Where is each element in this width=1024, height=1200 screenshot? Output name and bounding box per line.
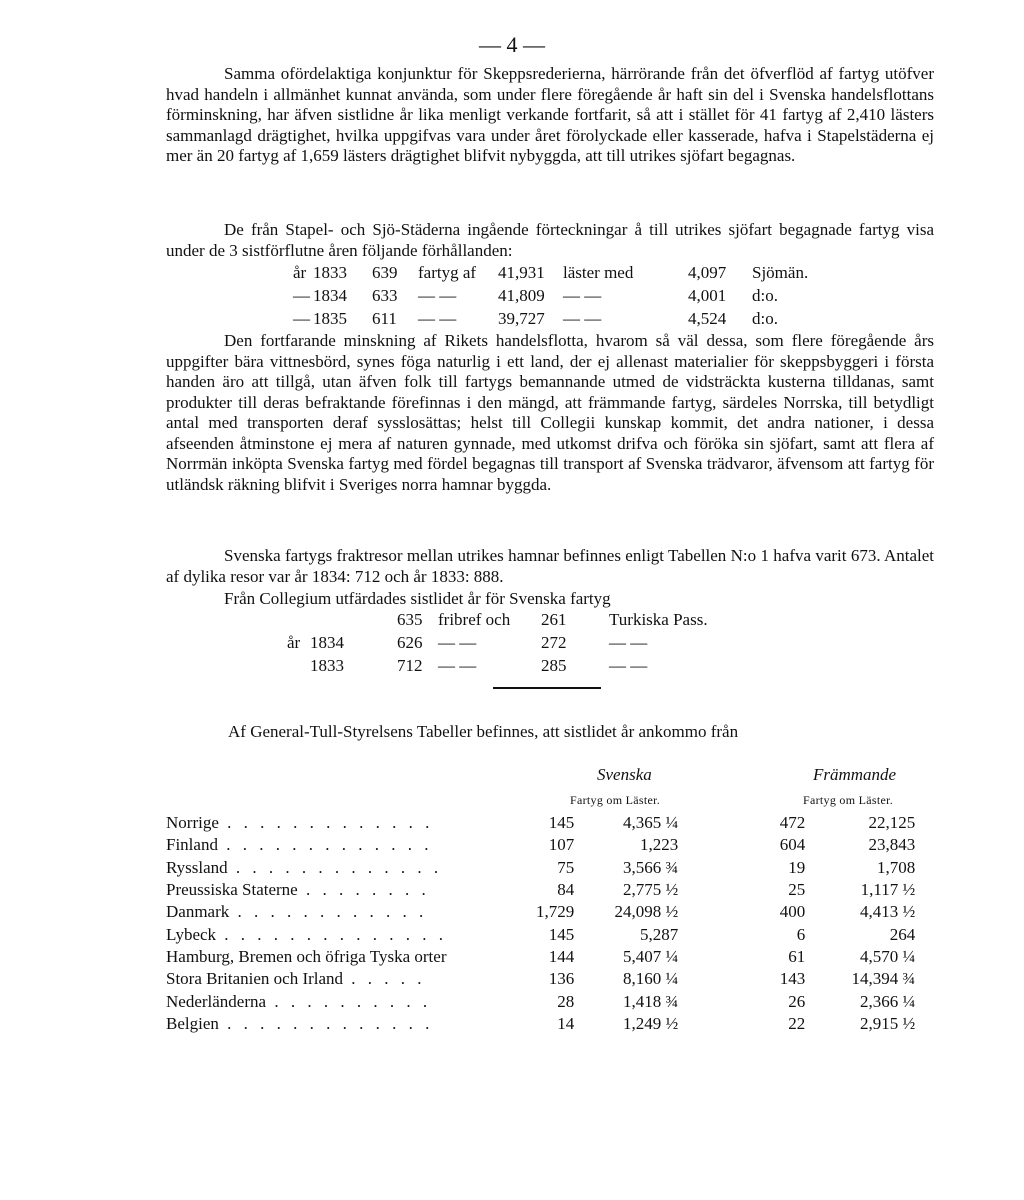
pass-l1: — — (438, 656, 477, 675)
sv-lasts-cell: 5,287 (640, 924, 679, 944)
fleet-l3: d:o. (752, 309, 778, 328)
sv-ships-cell: 75 (557, 857, 575, 877)
fr-lasts-cell: 264 (889, 924, 916, 944)
fleet-ships: 633 (372, 286, 398, 305)
paragraph-freight-voyages (166, 546, 934, 587)
fr-ships-cell: 400 (779, 902, 806, 922)
leader-dots: . . . . . . . . (297, 880, 430, 900)
country-name: Ryssland (166, 857, 228, 877)
group-header-svenska: Svenska (597, 765, 652, 784)
fleet-l1: — — (418, 309, 457, 328)
table-row (166, 857, 915, 879)
sv-lasts-cell: 4,365 ¼ (623, 813, 679, 833)
sv-lasts-cell: 5,407 ¼ (623, 946, 679, 966)
country-name: Hamburg, Bremen och öfriga Tyska orter (166, 946, 447, 966)
fleet-l2: läster med (563, 263, 634, 282)
paragraph-fleet-intro (166, 220, 934, 261)
table-row (166, 946, 915, 968)
fr-ships-cell: 143 (779, 969, 806, 989)
fr-ships-cell: 22 (788, 1013, 806, 1033)
table-heading: Af General-Tull-Styrelsens Tabeller befinnes, att sistlidet år ankommo från (228, 722, 739, 741)
fr-ships-cell: 6 (796, 924, 806, 944)
country-name: Belgien (166, 1013, 219, 1033)
sv-lasts-cell: 1,418 ¾ (623, 991, 679, 1011)
sv-ships-cell: 1,729 (536, 902, 575, 922)
fleet-l3: Sjömän. (752, 263, 809, 282)
pass-year: 1834 (310, 633, 344, 652)
fleet-men: 4,001 (688, 286, 727, 305)
fleet-prefix: — (293, 309, 310, 328)
fleet-prefix: år (293, 263, 307, 282)
fleet-l2: — — (563, 309, 602, 328)
sv-ships-cell: 107 (548, 835, 575, 855)
paragraph-passes-intro (166, 589, 934, 610)
country-cell (166, 923, 536, 945)
fr-lasts-cell: 22,125 (868, 813, 916, 833)
paragraph-text: Svenska fartygs fraktresor mellan utrikes hamnar befinnes enligt Tabellen N:o 1 hafva varit 673. Antalet af dylika resor var år 1834: 712 och år 1833: 888. (166, 546, 934, 586)
country-cell (166, 1013, 536, 1035)
fleet-l1: fartyg af (418, 263, 477, 282)
pass-free: 712 (397, 656, 423, 675)
paragraph-text: Samma ofördelaktiga konjunktur för Skeppsrederierna, härrörande från det öfverflöd af fartyg utöfver hvad handeln i allmänhet kunnat använda, som under flere föregående år haft sin del i Svenska handelsflottans förminskning, har äfven sistlidne år lika menligt verkande fortfarit, så att i stället för 41 fartyg af 2,410 lästers sammanlagd drägtighet, hvilka uppgifvas vara under året förolyckade eller kasserade, hafva i Stapelstäderna ej mer än 20 fartyg af 1,659 lästers drägtighet blifvit nybyggda, att till utrikes sjöfart begagnas. (166, 64, 934, 165)
table-row (166, 923, 915, 945)
fr-lasts-cell: 4,570 ¼ (860, 946, 916, 966)
fleet-prefix: — (293, 286, 310, 305)
fleet-year: 1833 (313, 263, 347, 282)
group-header-frammande: Främmande (813, 765, 897, 784)
sv-ships-cell: 145 (548, 924, 575, 944)
sv-lasts-cell: 24,098 ½ (614, 902, 679, 922)
sv-lasts-cell: 2,775 ½ (623, 880, 679, 900)
fleet-men: 4,524 (688, 309, 727, 328)
country-name: Norrige (166, 813, 219, 833)
country-cell (166, 857, 536, 879)
pass-l2: — — (609, 656, 648, 675)
pass-l1: fribref och (438, 610, 511, 629)
table-row (166, 968, 915, 990)
sv-lasts-cell: 1,249 ½ (623, 1013, 679, 1033)
sv-ships-cell: 144 (548, 946, 575, 966)
country-name: Lybeck (166, 924, 217, 944)
country-name: Stora Britanien och Irland (166, 969, 344, 989)
paragraph-text: De från Stapel- och Sjö-Städerna ingående förteckningar å till utrikes sjöfart begagnade fartyg visa under de 3 sistförflutne åren följande förhållanden: (166, 220, 934, 260)
pass-turk: 261 (541, 610, 567, 629)
pass-l2: Turkiska Pass. (609, 610, 708, 629)
table-row (166, 901, 915, 923)
table-row (166, 834, 915, 856)
paragraph-fleet-decline (166, 331, 934, 495)
country-cell (166, 946, 536, 968)
fleet-l1: — — (418, 286, 457, 305)
leader-dots: . . . . . . . . . . . . . (218, 813, 434, 833)
sv-lasts-cell: 3,566 ¾ (623, 857, 679, 877)
sv-lasts-cell: 8,160 ¼ (623, 969, 679, 989)
country-name: Nederländerna (166, 991, 267, 1011)
sv-ships-cell: 84 (557, 880, 575, 900)
pass-free: 635 (397, 610, 423, 629)
fr-ships-cell: 25 (788, 880, 806, 900)
fleet-l3: d:o. (752, 286, 778, 305)
country-cell (166, 968, 536, 990)
paragraph-text: Från Collegium utfärdades sistlidet år för Svenska fartyg (224, 589, 611, 608)
fr-lasts-cell: 1,117 ½ (860, 880, 916, 900)
section-divider (493, 687, 601, 689)
fr-lasts-cell: 2,366 ¼ (860, 991, 916, 1011)
fr-ships-cell: 472 (779, 813, 806, 833)
leader-dots: . . . . . . . . . . . . . (218, 1013, 434, 1033)
table-row (166, 812, 915, 834)
leader-dots: . . . . . (343, 969, 426, 989)
fleet-ships: 639 (372, 263, 398, 282)
table-row (166, 990, 915, 1012)
sv-lasts-cell: 1,223 (640, 835, 679, 855)
pass-year: 1833 (310, 656, 344, 675)
sv-ships-cell: 145 (548, 813, 575, 833)
fr-lasts-cell: 4,413 ½ (860, 902, 916, 922)
fr-lasts-cell: 23,843 (868, 835, 916, 855)
fr-ships-cell: 19 (788, 857, 806, 877)
fleet-lasts: 39,727 (498, 309, 545, 328)
fr-lasts-cell: 2,915 ½ (860, 1013, 916, 1033)
fr-lasts-cell: 14,394 ¾ (851, 969, 916, 989)
fr-ships-cell: 604 (779, 835, 806, 855)
fleet-lasts: 41,809 (498, 286, 545, 305)
table-row (166, 879, 915, 901)
pass-turk: 285 (541, 656, 567, 675)
subheader-frammande: Fartyg om Läster. (803, 793, 894, 807)
leader-dots: . . . . . . . . . . . . . (227, 857, 443, 877)
sv-ships-cell: 28 (557, 991, 575, 1011)
leader-dots: . . . . . . . . . . . . . (217, 835, 433, 855)
pass-l1: — — (438, 633, 477, 652)
leader-dots: . . . . . . . . . . . . . . (216, 924, 448, 944)
pass-turk: 272 (541, 633, 567, 652)
pass-free: 626 (397, 633, 423, 652)
fleet-lasts: 41,931 (498, 263, 545, 282)
fleet-year: 1835 (313, 309, 347, 328)
page-number: — 4 — (479, 32, 545, 57)
country-cell (166, 834, 536, 856)
country-cell (166, 990, 536, 1012)
fr-ships-cell: 61 (788, 946, 806, 966)
fleet-year: 1834 (313, 286, 347, 305)
paragraph-text: Den fortfarande minskning af Rikets handelsflotta, hvarom så väl dessa, som flere föregående års uppgifter bära vittnesbörd, synes föga naturlig i ett land, der ej allenast materialier för skeppsbyggeri i första handen äro att tillgå, utan äfven folk till fartygs bemannande utmed de vidsträckta kusterna tilldanas, samt produkter till deras befraktande förefinnas i den mängd, att främmande fartyg, särdeles Norrska, till betydligt antal med transporten deraf sysslosättas; helst till Collegii kunskap kommit, det andra nationer, i dessa afseenden åtminstone ej mera af naturen gynnade, med utkomst drifva och föröka sin sjöfart, samt att flera af Norrmän inköpta Svenska fartyg med fördel begagnas till transport af Svenska trädvaror, äfvensom att fartyg för utländsk räkning blifvit i Sveriges norra hamnar byggda. (166, 331, 934, 494)
country-name: Danmark (166, 902, 230, 922)
country-cell (166, 879, 536, 901)
leader-dots: . . . . . . . . . . . . (229, 902, 428, 922)
pass-l2: — — (609, 633, 648, 652)
pass-prefix: år (287, 633, 301, 652)
leader-dots: . . . . . . . . . . (266, 991, 432, 1011)
fleet-men: 4,097 (688, 263, 727, 282)
arrivals-table (166, 812, 915, 1035)
table-row (166, 1013, 915, 1035)
fleet-ships: 611 (372, 309, 397, 328)
fr-ships-cell: 26 (788, 991, 806, 1011)
sv-ships-cell: 14 (557, 1013, 575, 1033)
fleet-l2: — — (563, 286, 602, 305)
subheader-svenska: Fartyg om Läster. (570, 793, 661, 807)
paragraph-shipping-economy (166, 64, 934, 167)
country-cell (166, 812, 536, 834)
country-name: Finland (166, 835, 218, 855)
sv-ships-cell: 136 (548, 969, 575, 989)
country-cell (166, 901, 536, 923)
country-name: Preussiska Staterne (166, 880, 298, 900)
fr-lasts-cell: 1,708 (877, 857, 916, 877)
